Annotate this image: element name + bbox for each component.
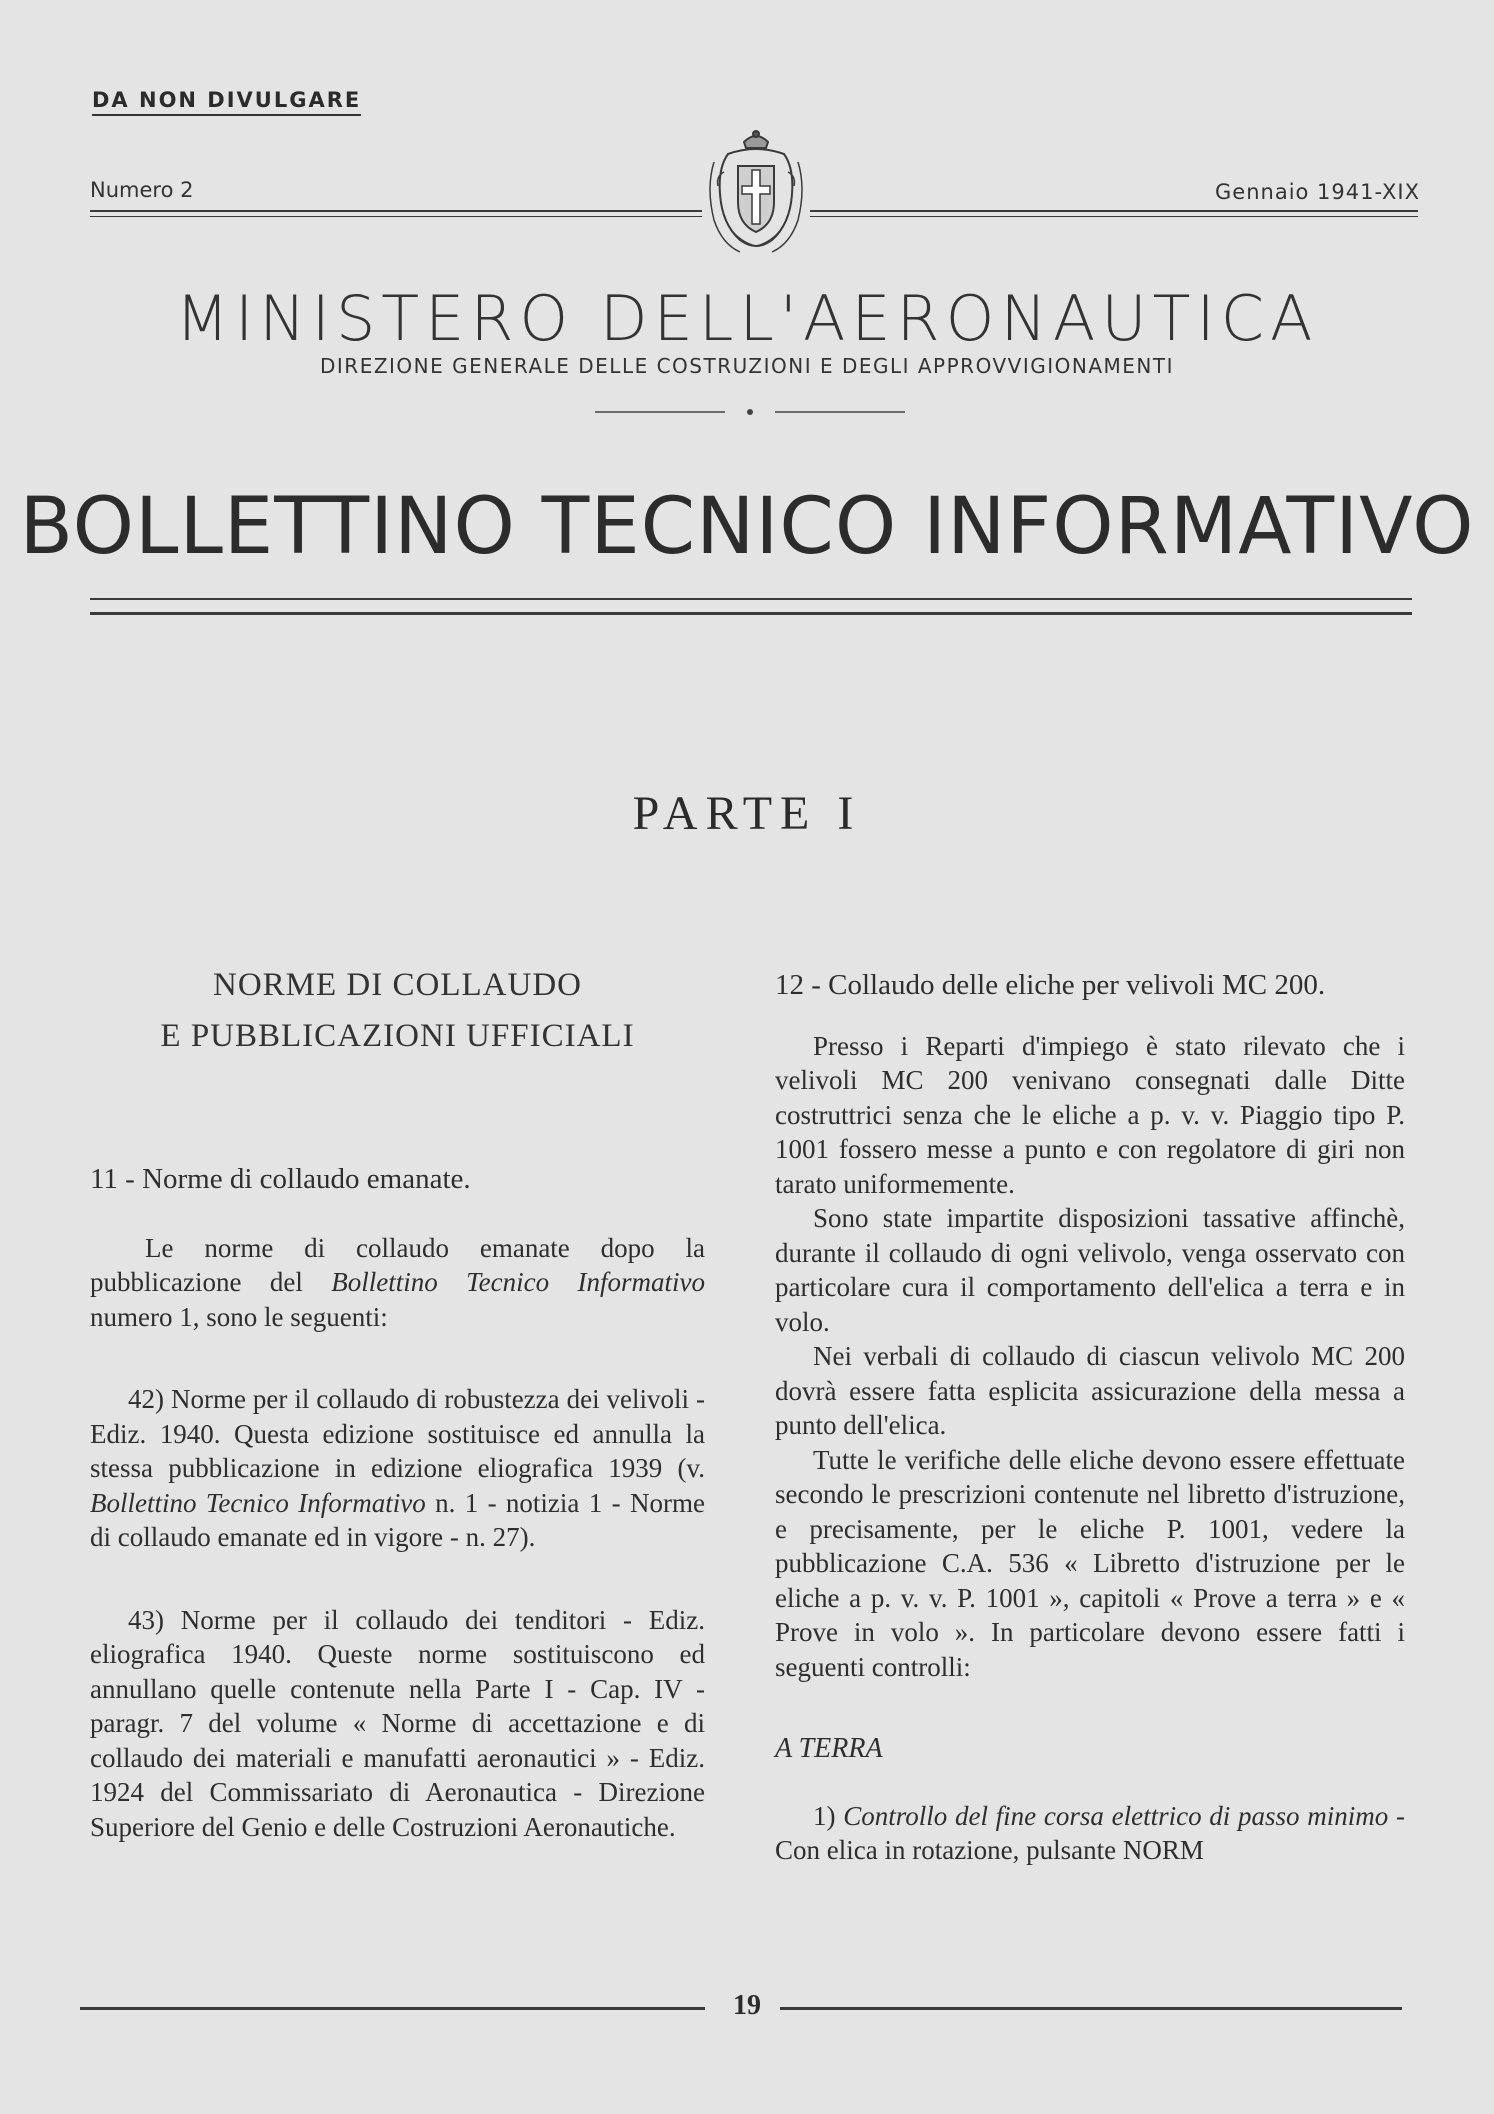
title-rule-top xyxy=(90,598,1412,600)
header-rule-right-thin xyxy=(810,216,1418,217)
item-43: 43) Norme per il collaudo dei tenditori - Ediz. eliografica 1940. Queste norme sostituiscono ed annullano quelle contenute nella Parte I - Cap. IV - paragr. 7 del volume « Norme di accettazione e di collaudo dei materiali e manufatti aeronautici » - Ediz. 1924 del Commissariato di Aeronautica - Direzione Superiore del Genio e delle Costruzioni Aeronautiche. xyxy=(90,1604,705,1842)
note-11-intro: Le norme di collaudo emanate dopo la pubblicazione del Bollettino Tecnico Informativo numero 1, sono le seguenti: xyxy=(90,1232,705,1332)
left-column xyxy=(90,960,705,1844)
page-number: 19 xyxy=(733,1990,761,2021)
classification-warning: DA NON DIVULGARE xyxy=(92,88,361,116)
title-rule-bottom xyxy=(90,612,1412,615)
note-12-para-2: Sono state impartite disposizioni tassative affinchè, durante il collaudo di ogni velivolo, venga osservato con particolare cura il comportamento dell'elica a terra e in volo. xyxy=(775,1203,1405,1337)
note-12-title: 12 - Collaudo delle eliche per velivoli MC 200. xyxy=(775,969,1326,1001)
check-item-1: 1) Controllo del fine corsa elettrico di passo minimo - Con elica in rotazione, pulsante NORM xyxy=(775,1800,1405,1865)
ornament-divider xyxy=(595,408,905,416)
issue-date: Gennaio 1941-XIX xyxy=(1215,180,1420,204)
right-column xyxy=(775,968,1405,1868)
item-42: 42) Norme per il collaudo di robustezza dei velivoli - Ediz. 1940. Questa edizione sostituisce ed annulla la stessa pubblicazione in edizione eliografica 1939 (v. Bollettino Tecnico Informativo n. 1 - notizia 1 - Norme di collaudo emanate ed in vigore - n. 27). xyxy=(90,1384,705,1552)
directorate-name: DIREZIONE GENERALE DELLE COSTRUZIONI E DEGLI APPROVVIGIONAMENTI xyxy=(320,354,1174,378)
subheading-a-terra: A TERRA xyxy=(775,1733,883,1764)
ministry-name: MINISTERO DELL'AERONAUTICA xyxy=(175,282,1319,355)
note-11-title: 11 - Norme di collaudo emanate. xyxy=(90,1163,471,1195)
bulletin-title: BOLLETTINO TECNICO INFORMATIVO xyxy=(19,482,1475,572)
note-12-para-4: Tutte le verifiche delle eliche devono essere effettuate secondo le prescrizioni contenute nel libretto d'istruzione, e precisamente, per le eliche P. 1001, vedere la pubblicazione C.A. 536 « Libretto d'istruzione per le eliche a p. v. v. P. 1001 », capitoli « Prove a terra » e « Prove in volo ». In particolare devono essere fatti i seguenti controlli: xyxy=(775,1444,1405,1682)
section-heading-line1: NORME DI COLLAUDO xyxy=(213,967,582,1003)
header-rule-left-thin xyxy=(90,216,702,217)
note-12-para-1: Presso i Reparti d'impiego è stato rilevato che i velivoli MC 200 venivano consegnati dalle Ditte costruttrici senza che le eliche a p. v. v. Piaggio tipo P. 1001 fossero messe a punto e con regolatore di giri non tarato uniformemente. xyxy=(775,1030,1405,1199)
savoy-royal-crest-icon xyxy=(700,128,812,258)
part-heading: PARTE I xyxy=(632,787,862,840)
issue-number: Numero 2 xyxy=(90,178,194,202)
header-rule-left xyxy=(90,210,702,212)
section-heading-line2: E PUBBLICAZIONI UFFICIALI xyxy=(160,1018,635,1054)
header-rule-right xyxy=(810,210,1418,212)
note-12-para-3: Nei verbali di collaudo di ciascun velivolo MC 200 dovrà essere fatta esplicita assicurazione della messa a punto dell'elica. xyxy=(775,1341,1405,1440)
